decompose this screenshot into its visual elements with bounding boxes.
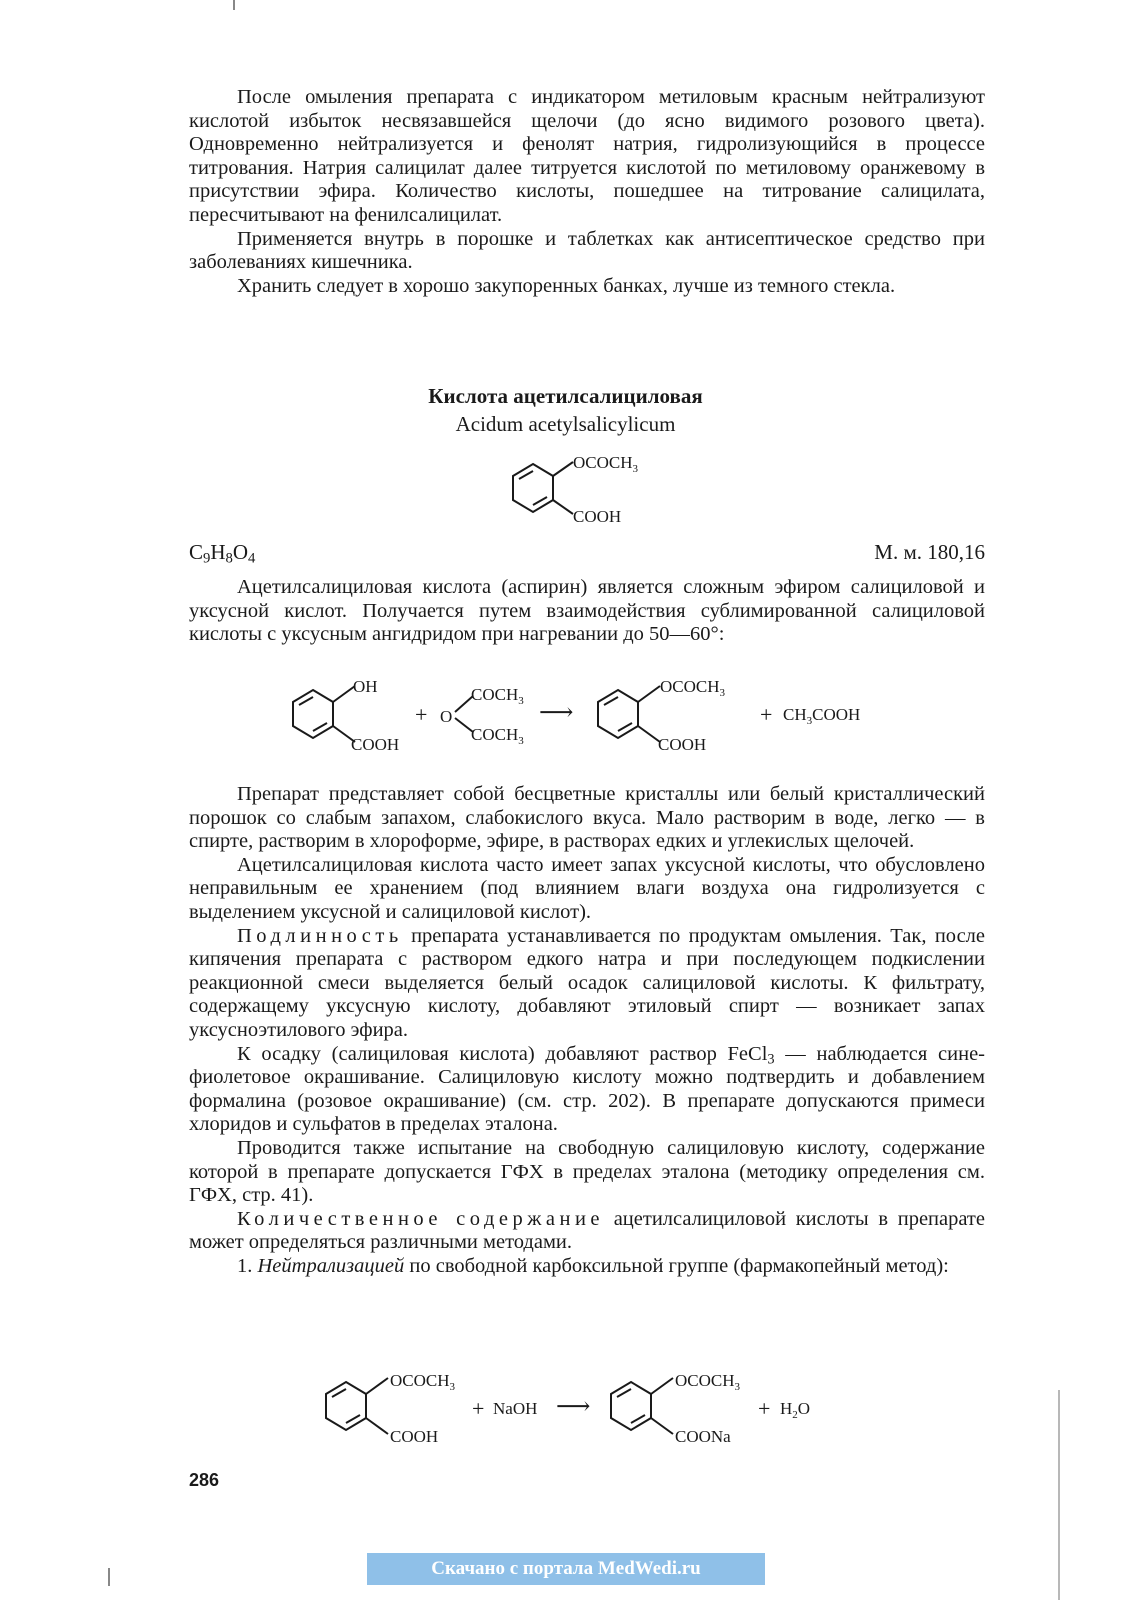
plus-sign: +: [472, 1396, 485, 1421]
substituent-ester: $OCOCH_3$: [573, 453, 639, 475]
spaced-term: Количественное содержание: [237, 1207, 605, 1230]
paragraph: Препарат представляет собой бесцветные кристаллы или белый кристаллический порошок со слабым запахом, слабокислого вкуса. Мало растворим в воде, легко — в спирте, растворим в хлороформе, эфире, в растворах едких и углекислых щелочей.: [189, 783, 985, 853]
text-block-main: [189, 783, 985, 1278]
paragraph: Проводится также испытание на свободную салициловую кислоту, содержание которой в препарате допускается ГФХ в пределах эталона (методику определения см. ГФХ, стр. 41).: [189, 1136, 985, 1207]
plus-sign: +: [760, 702, 773, 727]
reagent-naoh: NaOH: [493, 1399, 538, 1418]
substituent-carboxylate: COONa: [675, 1427, 731, 1446]
substituent-carboxyl: COOH: [351, 735, 400, 754]
paragraph: Ацетилсалициловая кислота часто имеет запах уксусной кислоты, что обусловлено неправильным ее хранением (под влиянием влаги воздуха она гидролизуется с выделением уксусной и салициловой кислот).: [189, 853, 985, 923]
spaced-term: Подлинность: [237, 924, 403, 947]
reaction-arrow: ⟶: [539, 700, 574, 726]
plus-sign: +: [415, 702, 428, 727]
plus-sign: +: [758, 1396, 771, 1421]
text-block-intro: [189, 576, 985, 647]
byproduct-acetic-acid: $CH_3COOH$: [783, 705, 861, 727]
molar-mass: М. м. 180,16: [874, 540, 985, 564]
page-number: 286: [189, 1470, 220, 1490]
paragraph-method: 1. Нейтрализацией по свободной карбоксильной группе (фармакопейный метод):: [237, 1254, 949, 1277]
article-latin-name: Acidum acetylsalicylicum: [455, 412, 676, 436]
structure-acetylsalicylic-acid: [495, 446, 675, 536]
scan-speck: [108, 1568, 110, 1586]
molecular-formula: $C_9H_8O_4$: [189, 540, 256, 567]
download-banner: Скачано с портала MedWedi.ru: [367, 1553, 765, 1585]
paragraph-fecl3: К осадку (салициловая кислота) добавляют раствор FeCl$_3$ — наблюдается сине-фиолетовое окрашивание. Салициловую кислоту можно подтвердить и добавлением формалина (розовое окрашивание) (см. стр. 202). В препарате допускаются примеси хлоридов и сульфатов в пределах эталона.: [189, 1042, 985, 1136]
substituent-ester: $OCOCH_3$: [660, 677, 726, 699]
paragraph: Применяется внутрь в порошке и таблетках как антисептическое средство при заболеваниях кишечника.: [189, 227, 985, 274]
substituent-ester: $OCOCH_3$: [675, 1371, 741, 1393]
text-block-top: [189, 86, 985, 298]
substituent-carboxyl: COOH: [658, 735, 707, 754]
substituent-carboxyl: COOH: [390, 1427, 439, 1446]
substituent-hydroxyl: OH: [353, 677, 378, 696]
article-title: Кислота ацетилсалициловая: [428, 384, 703, 408]
reaction-synthesis: [285, 670, 885, 770]
paragraph: Ацетилсалициловая кислота (аспирин) является сложным эфиром салициловой и уксусной кислот. Получается путем взаимодействия сублимированной салициловой кислоты с уксусным ангидридом при нагревании до 50—60°:: [189, 576, 985, 646]
italic-term: Нейтрализацией: [257, 1254, 405, 1277]
substituent-ester: $OCOCH_3$: [390, 1371, 456, 1393]
oxygen-atom: O: [440, 707, 453, 726]
anhydride-acyl-top: $COCH_3$: [471, 685, 524, 707]
paragraph-authenticity: Подлинность препарата устанавливается по продуктам омыления. Так, после кипячения препарата с раствором едкого натра и при последующем подкислении реакционной смеси выделяется белый осадок салициловой кислоты. К фильтрату, содержащему уксусную кислоту, добавляют этиловый спирт — возникает запах уксусноэтилового эфира.: [189, 924, 985, 1041]
scan-speck: [233, 0, 235, 10]
reaction-neutralization: [318, 1368, 858, 1458]
anhydride-acyl-bottom: $COCH_3$: [471, 725, 524, 747]
paragraph-quantitative: Количественное содержание ацетилсалициловой кислоты в препарате может определяться различными методами.: [189, 1207, 985, 1254]
scan-edge-artifact: [1058, 1390, 1060, 1600]
paragraph: После омыления препарата с индикатором метиловым красным нейтрализуют кислотой избыток несвязавшейся щелочи (до ясно видимого розового цвета). Одновременно нейтрализуется и фенолят натрия, гидролизующийся в процессе титрования. Натрия салицилат далее титруется кислотой по метиловому оранжевому в присутствии эфира. Количество кислоты, пошедшее на титрование салицилата, пересчитывают на фенилсалицилат.: [189, 86, 985, 226]
substituent-carboxyl: COOH: [573, 507, 622, 526]
paragraph: Хранить следует в хорошо закупоренных банках, лучше из темного стекла.: [237, 274, 896, 297]
reaction-arrow: ⟶: [556, 1394, 591, 1420]
product-water: $H_2O$: [780, 1399, 811, 1421]
